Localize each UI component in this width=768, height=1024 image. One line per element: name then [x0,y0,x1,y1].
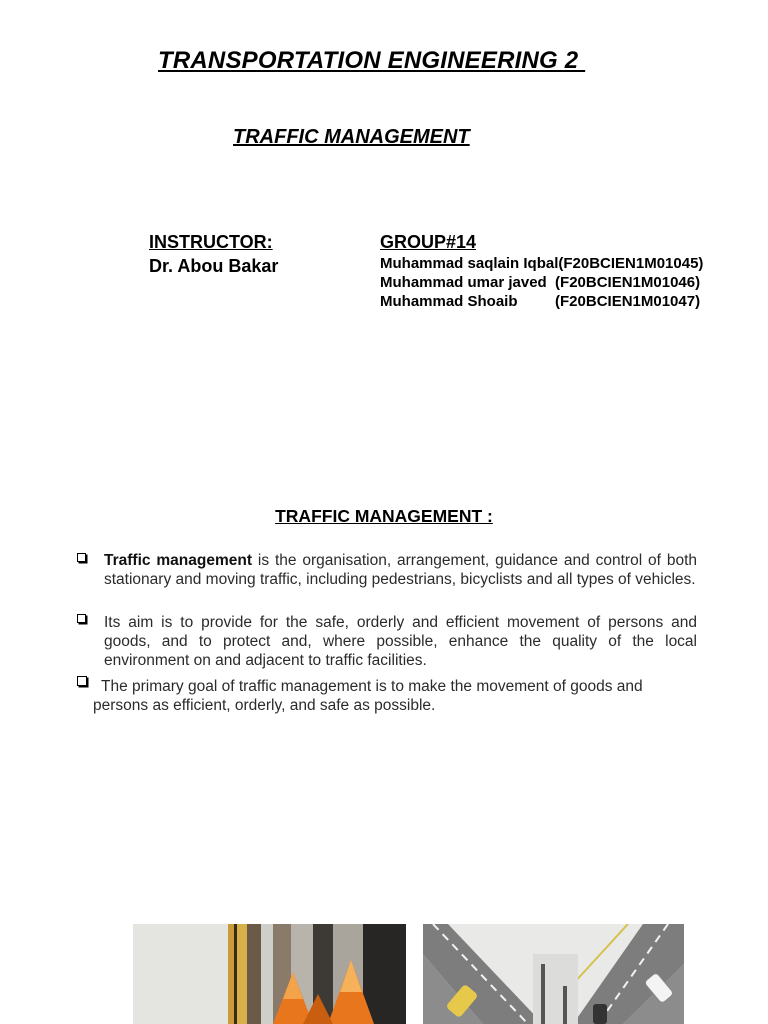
instructor-label: INSTRUCTOR: [149,232,273,252]
checkbox-bullet-icon [77,553,86,562]
checkbox-bullet-icon [77,614,86,623]
group-member: Muhammad saqlain Iqbal(F20BCIEN1M01045) [380,255,704,272]
checkbox-bullet-icon [77,676,87,686]
section-heading [0,506,768,527]
document-title: TRANSPORTATION ENGINEERING 2 [158,47,586,74]
bullet-text: is the organisation, arrangement, guidance and control of both stationary and moving traffic, including pedestrians, bicyclists and all types of vehicles. [104,552,697,588]
group-member: Muhammad Shoaib (F20BCIEN1M01047) [380,293,701,310]
section-heading-text: TRAFFIC MANAGEMENT : [275,506,493,526]
bullet-paragraph [104,613,697,670]
traffic-cones-image [133,924,406,1024]
bullet-paragraph [104,551,697,589]
instructor-name: Dr. Abou Bakar [149,256,279,276]
document-subtitle: TRAFFIC MANAGEMENT [233,126,470,148]
group-member: Muhammad umar javed (F20BCIEN1M01046) [380,274,701,291]
bullet-bold-term: Traffic management [104,552,253,569]
road-intersection-image [423,924,684,1024]
bullet-paragraph [93,677,693,715]
group-label: GROUP#14 [380,232,477,252]
bullet-text: The primary goal of traffic management is to make the movement of goods and persons as efficient, orderly, and safe as possible. [93,678,643,714]
bullet-text: Its aim is to provide for the safe, orderly and efficient movement of persons and goods, and to protect and, where possible, enhance the quality of the local environment on and adjacent to traffic facilities. [104,614,697,669]
